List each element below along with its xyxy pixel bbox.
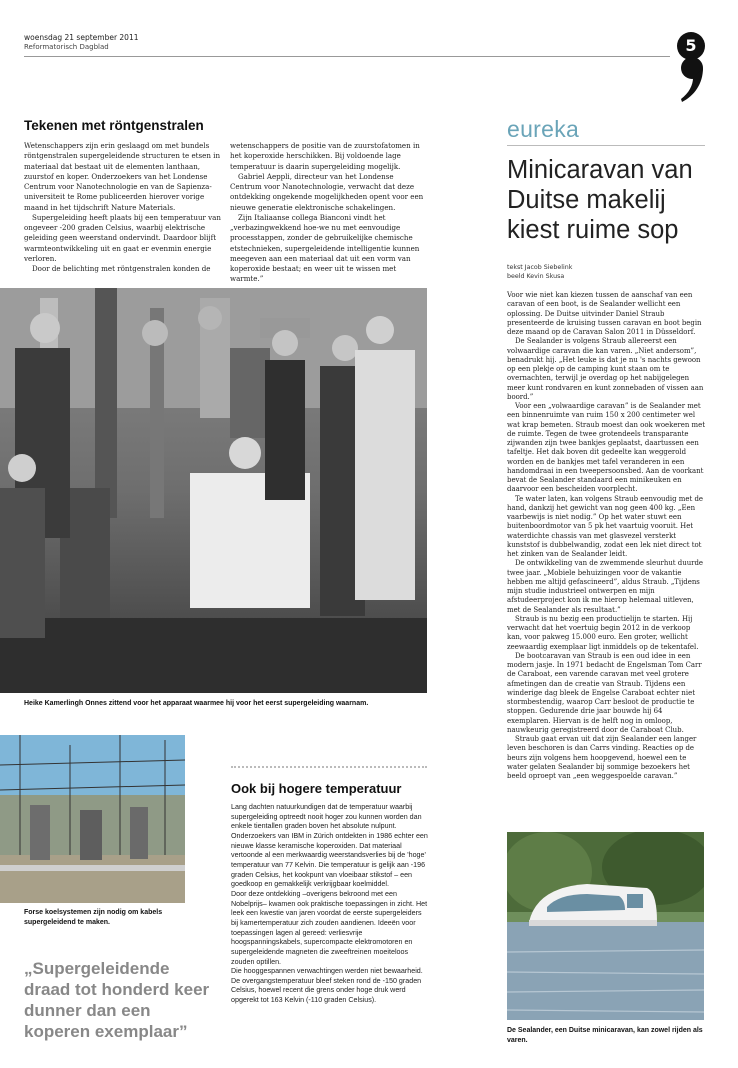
article2-body <box>231 803 428 1006</box>
page-number-badge: 5 <box>677 32 705 60</box>
comma-logo-icon <box>676 54 706 104</box>
article3-paragraph: De bootcaravan van Straub is een oud idee in een modern jasje. In 1971 bedacht de Engelsman Tom Carr de Caraboat, een varende caravan met veel grotere afmetingen dan de creatie van Straub. Tijdens een winderige dag bleek de Engelse Caraboat echter niet stormbestendig, waarop Carr besloot de productie te stoppen. Gedurende drie jaar bouwde hij 64 exemplaren. Hiervan is de helft nog in omloop, nauwkeurig geregistreerd door de Caraboat Club. <box>507 651 702 734</box>
article1-paragraph: wetenschappers de positie van de zuurstofatomen in het koperoxide herschikken. Bij voldoende lage temperatuur is daarin supergeleiding mogelijk. <box>230 141 420 171</box>
article2-paragraph: Door deze ontdekking –overigens bekroond met een Nobelprijs– kwamen ook praktische toepassingen in zicht. Het leek een kwestie van jaren voordat de eerste supergeleiders bij kamertemperatuur zich zouden aandienen. Ideeën voor toepassingen lagen al gereed: verliesvrije hoogspanningskabels, supercompacte elektromotoren en supergeleidende magneten die zweeftreinen moeiteloos zouden optillen. <box>231 889 428 966</box>
article3-paragraph: Straub is nu bezig een productielijn te starten. Hij verwacht dat het voertuig begin 2012 in de verkoop kan, voor pakweg 15.000 euro. Een groter, wellicht zeewaardig exemplaar ligt inmiddels op de tekentafel. <box>507 614 699 651</box>
header-rule <box>24 56 670 57</box>
article3-headline: Minicaravan van Duitse makelij kiest ruime sop <box>507 156 693 244</box>
article2-paragraph: Onderzoekers van IBM in Zürich ontdekten in 1986 echter een nieuwe klasse keramische koperoxiden. Dat materiaal vertoonde al een merkwaardig weerstandsverlies bij de 'hoge' temperatuur van 77 Kelvin. Die temperatuur is gelijk aan -196 graden Celsius, het kookpunt van vloeibaar stikstof – een goedkoop en gemakkelijk verkrijgbaar koelmiddel. <box>231 831 428 889</box>
article1-paragraph: Wetenschappers zijn erin geslaagd om met bundels röntgenstralen supergeleidende structuren te etsen in materiaal dat bestaat uit de elementen lanthaan, zuurstof en koper. Onderzoekers van het Londense Centrum voor Nanotechnologie en van de Sapienza-universiteit te Rome publiceerden hierover vorige maand in het tijdschrift Nature Materials. <box>24 141 221 212</box>
article1-column-1 <box>24 141 221 274</box>
kicker-rule <box>507 145 705 146</box>
sealander-photo-caption: De Sealander, een Duitse minicaravan, kan zowel rijden als varen. <box>507 1027 703 1044</box>
article1-paragraph: Supergeleiding heeft plaats bij een temperatuur van ongeveer -200 graden Celsius, waarbij elektrische geleiding geen weerstand ondervindt. Daardoor blijft warmteontwikkeling uit en gaat er evenmin energie verloren. <box>24 212 221 263</box>
article3-paragraph: Voor wie niet kan kiezen tussen de aanschaf van een caravan of een boot, is de Sealander wellicht een oplossing. De Duitse uitvinder Daniel Straub presenteerde de kruising tussen caravan en boot begin deze maand op de Caravan Salon 2011 in Düsseldorf. <box>507 291 702 336</box>
article3-paragraph: Voor een „volwaardige caravan” is de Sealander met een binnenruimte van ruim 150 x 200 centimeter wel wat krap bemeten. Straub moest dan ook woekeren met de ruimte. Tegen de twee grotendeels transparante zijwanden zijn twee bankjes geplaatst, daartussen een tafeltje. Het dak boven dit gedeelte kan weggerold worden en de bankjes met tafel veranderen in een handomdraai in een tweepersoonsbed. Aan de voorkant bevat de Sealander standaard een minikeuken en daarvoor een bescheiden voorplecht. <box>507 402 706 494</box>
article2-paragraph: Die hooggespannen verwachtingen werden niet bewaarheid. De overgangstemperatuur bleef steken rond de -150 graden Celsius, hoewel recent die grens onder hoge druk werd opgerekt tot 163 Kelvin (-110 graden Celsius). <box>231 967 423 1005</box>
article3-paragraph: Te water laten, kan volgens Straub eenvoudig met de hand, dankzij het gewicht van nog geen 400 kg. „Een vaarbewijs is niet nodig.” Op het water stuwt een buitenboordmotor van 5 pk het vaartuig vooruit. Het waterdichte chassis van met glasvezel versterkt kunststof is dubbelwandig, zodat een lek niet direct tot het zinken van de Sealander leidt. <box>507 494 704 558</box>
cooling-photo-caption: Forse koelsystemen zijn nodig om kabels supergeleidend te maken. <box>24 909 163 926</box>
article1-column-2 <box>230 141 427 285</box>
section-kicker: eureka <box>507 116 580 142</box>
header-paper-name: Reformatorisch Dagblad <box>24 43 109 51</box>
article3-paragraph: Straub gaat ervan uit dat zijn Sealander een langer leven beschoren is dan Carrs vinding. Reacties op de beurs zijn volgens hem hoopgevend, hoewel een te water gelaten Sealander bij sommige bezoekers het beeld oproept van „een weggespoelde caravan.” <box>507 735 697 780</box>
article3-body <box>507 291 707 781</box>
historic-laboratory-photo <box>0 288 427 693</box>
article1-paragraph: Gabriel Aeppli, directeur van het Londense Centrum voor Nanotechnologie, verwacht dat deze ontdekking ongekende mogelijkheden opent voor een nieuwe generatie elektronische schakelingen. <box>230 171 424 212</box>
credit-text: tekst Jacob Siebelink <box>507 264 573 271</box>
article1-paragraph: Door de belichting met röntgenstralen konden de <box>32 264 211 273</box>
header-date: woensdag 21 september 2011 <box>24 33 139 42</box>
historic-photo-caption: Heike Kamerlingh Onnes zittend voor het apparaat waarmee hij voor het eerst supergeleiding waarnam. <box>24 700 369 707</box>
article3-paragraph: De ontwikkeling van de zwemmende sleurhut duurde twee jaar. „Mobiele behuizingen voor de vakantie hebben me altijd gefascineerd”, aldus Straub. „Tijdens mijn studie industrieel ontwerpen en mijn afstudeerproject kon ik me hierop helemaal uitleven, met de Sealander als resultaat.” <box>507 559 704 614</box>
article3-paragraph: De Sealander is volgens Straub allereerst een volwaardige caravan die kan varen. „Niet andersom”, benadrukt hij. „Het leuke is dat je nu 's nachts gewoon op een plekje op de camping kunt staan om te overnachten, terwijl je overdag op het nabijgelegen meer kunt rondvaren en kunt zonnebaden of vissen aan boord.” <box>507 337 704 401</box>
article2-paragraph: Lang dachten natuurkundigen dat de temperatuur waarbij supergeleiding optreedt nooit hoger zou kunnen worden dan enkele tientallen graden boven het absolute nulpunt. <box>231 803 422 831</box>
sealander-photo <box>507 832 704 1020</box>
credit-image: beeld Kevin Skusa <box>507 273 565 280</box>
article2-title: Ook bij hogere temperatuur <box>231 781 402 796</box>
article2-dotted-rule <box>231 766 427 768</box>
article1-title: Tekenen met röntgenstralen <box>24 118 204 133</box>
pull-quote: „Supergeleidende draad tot honderd keer dunner dan een koperen exemplaar” <box>24 959 210 1041</box>
article1-paragraph: Zijn Italiaanse collega Bianconi vindt het „verbazingwekkend hoe-we nu met eenvoudige processtappen, zonder de gebruikelijke chemische etstechnieken, supergeleidende intelligentie kunnen meegeven aan een materiaal dat uit een vorm van koperoxide bestaat; en weer uit te wissen met warmte.” <box>230 212 420 284</box>
cooling-system-photo <box>0 735 185 903</box>
